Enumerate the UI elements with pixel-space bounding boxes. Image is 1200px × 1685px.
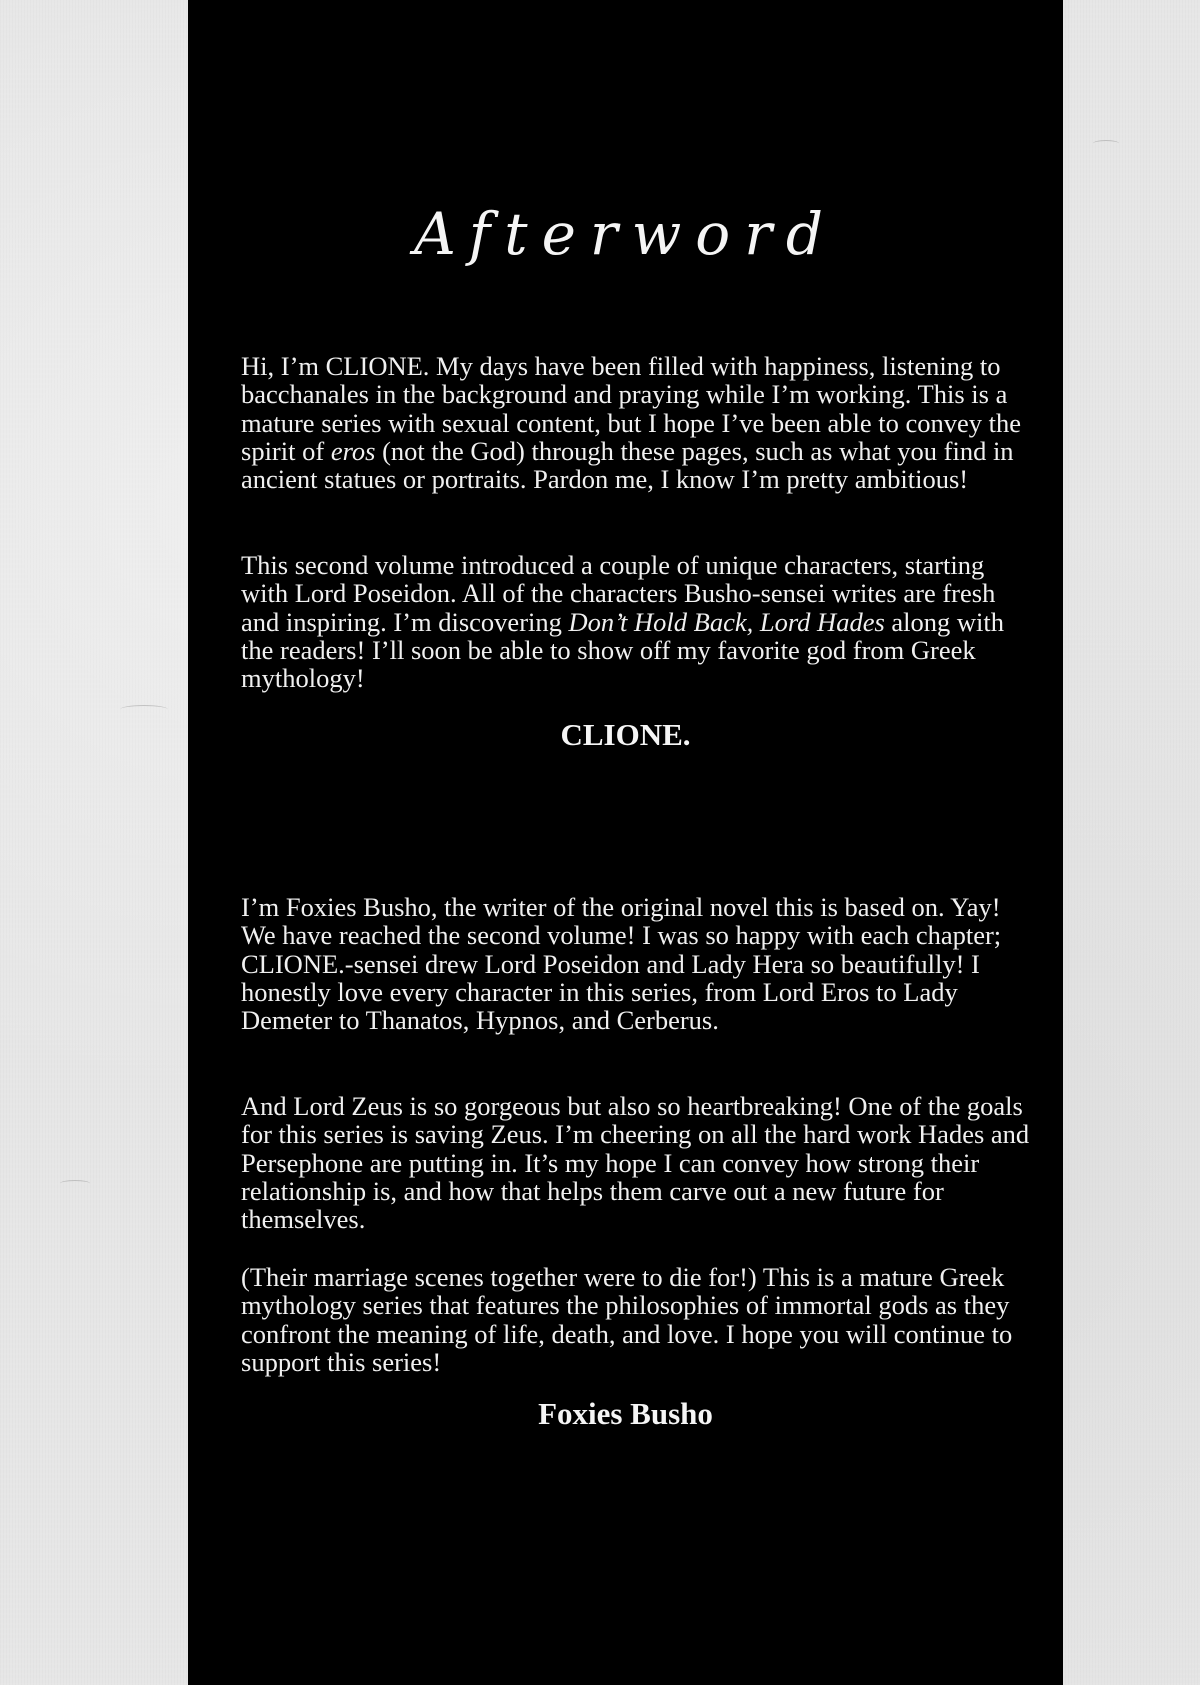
paper-margin-left xyxy=(0,0,188,1685)
text-run: along with the readers! I’ll soon be able to show off my favorite god from Greek mythology! xyxy=(241,606,1005,694)
foxies-paragraph-1 xyxy=(241,893,1031,1034)
clione-paragraph-1 xyxy=(241,352,1031,493)
paragraph-text: (Their marriage scenes together were to die for!) This is a mature Greek mythology series that features the philosophies of immortal gods as they confront the meaning of life, death, and love. I hope you will continue to support this series! xyxy=(241,1262,1013,1377)
paper-fiber xyxy=(120,705,168,714)
text-run: (not the God) through these pages, such as what you find in ancient statues or portraits. Pardon me, I know I’m pretty ambitious! xyxy=(241,435,1014,495)
foxies-signature: Foxies Busho xyxy=(538,1396,713,1431)
clione-signature: CLIONE. xyxy=(560,717,691,752)
paper-fiber xyxy=(60,1180,90,1187)
paper-fiber xyxy=(1093,140,1119,147)
text-run: This second volume introduced a couple of unique characters, starting with Lord Poseidon. All of the characters Busho-sensei writes are fresh and inspiring. I’m discovering xyxy=(241,550,996,637)
afterword-panel xyxy=(188,0,1063,1685)
paragraph-text: And Lord Zeus is so gorgeous but also so heartbreaking! One of the goals for this series is saving Zeus. I’m cheering on all the hard work Hades and Persephone are putting in. It’s my hope I can convey how strong their relationship is, and how that helps them carve out a new future for themselves. xyxy=(241,1091,1030,1235)
foxies-paragraph-2 xyxy=(241,1092,1031,1233)
page-title: Afterword xyxy=(413,200,838,268)
italic-text-run: Don’t Hold Back, Lord Hades xyxy=(568,606,885,637)
text-run: Hi, I’m CLIONE. My days have been filled with happiness, listening to bacchanales in the background and praying while I’m working. This is a mature series with sexual content, but I hope I’ve been able to convey the spirit of xyxy=(241,351,1022,466)
italic-text-run: eros xyxy=(330,435,376,466)
clione-paragraph-2 xyxy=(241,551,1031,692)
foxies-paragraph-3 xyxy=(241,1263,1031,1376)
paper-margin-right xyxy=(1063,0,1200,1685)
paragraph-text: I’m Foxies Busho, the writer of the original novel this is based on. Yay! We have reached the second volume! I was so happy with each chapter; CLIONE.-sensei drew Lord Poseidon and Lady Hera so beautifully! I honestly love every character in this series, from Lord Eros to Lady Demeter to Thanatos, Hypnos, and Cerberus. xyxy=(241,892,1002,1036)
